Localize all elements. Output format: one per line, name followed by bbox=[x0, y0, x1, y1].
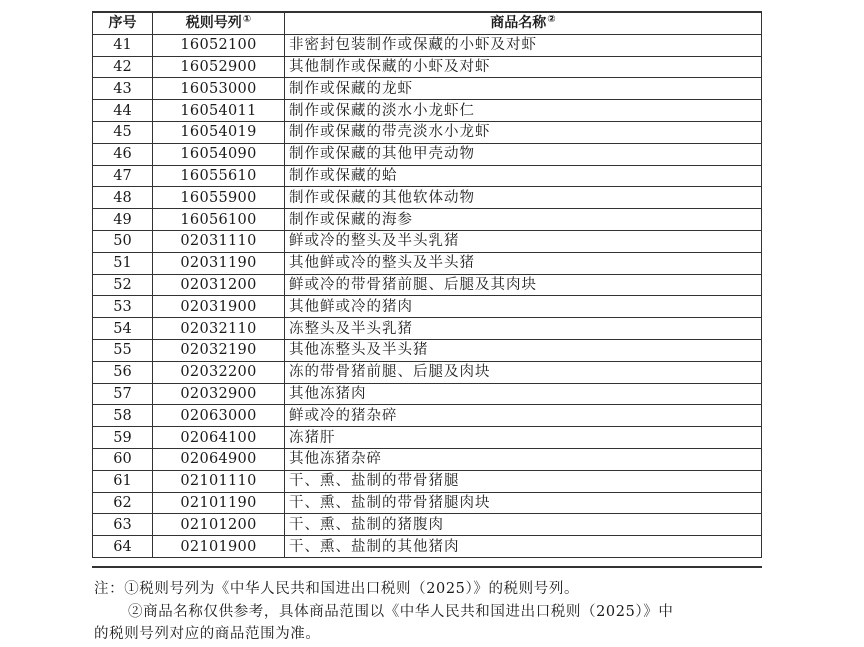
seq-cell: 56 bbox=[93, 361, 153, 383]
code-cell: 16054019 bbox=[153, 121, 285, 143]
table-row bbox=[93, 318, 762, 340]
code-cell: 02032200 bbox=[153, 361, 285, 383]
table-row bbox=[93, 56, 762, 78]
table-row bbox=[93, 383, 762, 405]
code-cell: 02031190 bbox=[153, 252, 285, 274]
code-cell: 02031900 bbox=[153, 296, 285, 318]
seq-cell: 62 bbox=[93, 492, 153, 514]
header-name bbox=[285, 13, 762, 35]
seq-cell: 52 bbox=[93, 274, 153, 296]
code-cell: 16052900 bbox=[153, 56, 285, 78]
code-cell: 16055610 bbox=[153, 165, 285, 187]
table-row bbox=[93, 427, 762, 449]
code-cell: 02064900 bbox=[153, 448, 285, 470]
name-cell: 制作或保藏的带壳淡水小龙虾 bbox=[285, 121, 762, 143]
name-cell: 其他鲜或冷的整头及半头猪 bbox=[285, 252, 762, 274]
seq-cell: 54 bbox=[93, 318, 153, 340]
seq-cell: 57 bbox=[93, 383, 153, 405]
header-seq-label: 序号 bbox=[108, 15, 137, 32]
seq-cell: 43 bbox=[93, 78, 153, 100]
seq-cell: 48 bbox=[93, 187, 153, 209]
header-seq bbox=[93, 13, 153, 35]
seq-cell: 51 bbox=[93, 252, 153, 274]
table-row bbox=[93, 34, 762, 56]
code-cell: 02032190 bbox=[153, 339, 285, 361]
code-cell: 16054090 bbox=[153, 143, 285, 165]
table-row bbox=[93, 78, 762, 100]
code-cell: 02101200 bbox=[153, 514, 285, 536]
name-cell: 干、熏、盐制的带骨猪腿肉块 bbox=[285, 492, 762, 514]
tariff-table bbox=[92, 12, 762, 558]
code-cell: 16052100 bbox=[153, 34, 285, 56]
footnote-1: 注：①税则号列为《中华人民共和国进出口税则（2025）》的税则号列。 bbox=[94, 581, 580, 597]
table-row bbox=[93, 339, 762, 361]
name-cell: 制作或保藏的蛤 bbox=[285, 165, 762, 187]
name-cell: 其他制作或保藏的小虾及对虾 bbox=[285, 56, 762, 78]
name-cell: 鲜或冷的整头及半头乳猪 bbox=[285, 230, 762, 252]
table-row bbox=[93, 274, 762, 296]
name-cell: 冻整头及半头乳猪 bbox=[285, 318, 762, 340]
name-cell: 制作或保藏的海参 bbox=[285, 209, 762, 231]
seq-cell: 53 bbox=[93, 296, 153, 318]
name-cell: 干、熏、盐制的猪腹肉 bbox=[285, 514, 762, 536]
seq-cell: 63 bbox=[93, 514, 153, 536]
code-cell: 02031110 bbox=[153, 230, 285, 252]
name-cell: 冻猪肝 bbox=[285, 427, 762, 449]
seq-cell: 50 bbox=[93, 230, 153, 252]
name-cell: 其他冻猪杂碎 bbox=[285, 448, 762, 470]
seq-cell: 61 bbox=[93, 470, 153, 492]
table-bottom-rule bbox=[92, 566, 762, 568]
header-code-label: 税则号列 bbox=[185, 15, 242, 32]
footnote-2-continuation: 的税则号列对应的商品范围为准。 bbox=[94, 626, 321, 642]
seq-cell: 41 bbox=[93, 34, 153, 56]
code-cell: 02101900 bbox=[153, 536, 285, 558]
table-row bbox=[93, 405, 762, 427]
seq-cell: 59 bbox=[93, 427, 153, 449]
name-cell: 冻的带骨猪前腿、后腿及肉块 bbox=[285, 361, 762, 383]
code-cell: 02032900 bbox=[153, 383, 285, 405]
table-row bbox=[93, 448, 762, 470]
table-row bbox=[93, 492, 762, 514]
header-code-footnote-mark: ① bbox=[242, 14, 252, 26]
table-row bbox=[93, 514, 762, 536]
name-cell: 其他冻猪肉 bbox=[285, 383, 762, 405]
table-row bbox=[93, 296, 762, 318]
table-row bbox=[93, 143, 762, 165]
header-name-footnote-mark: ② bbox=[547, 14, 556, 26]
table-row bbox=[93, 470, 762, 492]
seq-cell: 64 bbox=[93, 536, 153, 558]
name-cell: 制作或保藏的淡水小龙虾仁 bbox=[285, 100, 762, 122]
table-header-row bbox=[93, 13, 762, 35]
name-cell: 干、熏、盐制的带骨猪腿 bbox=[285, 470, 762, 492]
code-cell: 02031200 bbox=[153, 274, 285, 296]
code-cell: 02101110 bbox=[153, 470, 285, 492]
footnote-2: ②商品名称仅供参考，具体商品范围以《中华人民共和国进出口税则（2025）》中 bbox=[128, 604, 674, 620]
code-cell: 16055900 bbox=[153, 187, 285, 209]
table-body bbox=[93, 34, 762, 557]
header-name-label: 商品名称 bbox=[490, 15, 547, 32]
seq-cell: 60 bbox=[93, 448, 153, 470]
table-row bbox=[93, 100, 762, 122]
name-cell: 其他鲜或冷的猪肉 bbox=[285, 296, 762, 318]
code-cell: 02032110 bbox=[153, 318, 285, 340]
seq-cell: 46 bbox=[93, 143, 153, 165]
code-cell: 02101190 bbox=[153, 492, 285, 514]
seq-cell: 55 bbox=[93, 339, 153, 361]
code-cell: 02064100 bbox=[153, 427, 285, 449]
code-cell: 16056100 bbox=[153, 209, 285, 231]
seq-cell: 44 bbox=[93, 100, 153, 122]
code-cell: 02063000 bbox=[153, 405, 285, 427]
table-row bbox=[93, 252, 762, 274]
table-row bbox=[93, 187, 762, 209]
table-row bbox=[93, 536, 762, 558]
name-cell: 鲜或冷的猪杂碎 bbox=[285, 405, 762, 427]
table-row bbox=[93, 209, 762, 231]
seq-cell: 58 bbox=[93, 405, 153, 427]
code-cell: 16054011 bbox=[153, 100, 285, 122]
name-cell: 制作或保藏的其他甲壳动物 bbox=[285, 143, 762, 165]
name-cell: 干、熏、盐制的其他猪肉 bbox=[285, 536, 762, 558]
table-row bbox=[93, 230, 762, 252]
seq-cell: 45 bbox=[93, 121, 153, 143]
table-row bbox=[93, 165, 762, 187]
code-cell: 16053000 bbox=[153, 78, 285, 100]
name-cell: 制作或保藏的龙虾 bbox=[285, 78, 762, 100]
table-row bbox=[93, 121, 762, 143]
seq-cell: 42 bbox=[93, 56, 153, 78]
header-code bbox=[153, 13, 285, 35]
seq-cell: 47 bbox=[93, 165, 153, 187]
seq-cell: 49 bbox=[93, 209, 153, 231]
name-cell: 非密封包装制作或保藏的小虾及对虾 bbox=[285, 34, 762, 56]
name-cell: 制作或保藏的其他软体动物 bbox=[285, 187, 762, 209]
table-row bbox=[93, 361, 762, 383]
name-cell: 鲜或冷的带骨猪前腿、后腿及其肉块 bbox=[285, 274, 762, 296]
name-cell: 其他冻整头及半头猪 bbox=[285, 339, 762, 361]
